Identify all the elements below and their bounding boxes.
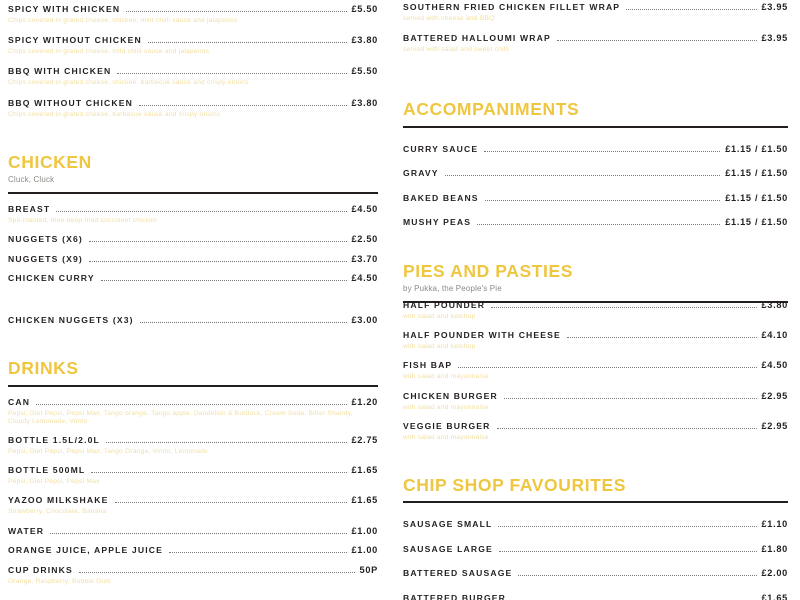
menu-item-price: £3.80 bbox=[761, 299, 788, 310]
menu-item[interactable] bbox=[403, 193, 788, 204]
menu-item-name: BBQ WITHOUT CHICKEN bbox=[8, 97, 133, 108]
menu-item-price: £1.00 bbox=[351, 545, 378, 556]
leader-dots bbox=[497, 427, 757, 429]
menu-item-price: £4.50 bbox=[351, 273, 378, 284]
menu-item[interactable] bbox=[8, 495, 378, 516]
menu-item-description: Chips covered in grated cheese, chicken, mild chilli sauce and jalapenos bbox=[8, 17, 238, 24]
menu-item[interactable] bbox=[403, 593, 788, 600]
menu-item-line bbox=[8, 204, 378, 215]
menu-item-line bbox=[403, 421, 788, 432]
leader-dots bbox=[477, 223, 720, 225]
menu-item-description: Strawberry, Chocolate, Banana bbox=[8, 508, 107, 516]
menu-item[interactable] bbox=[403, 391, 788, 412]
menu-item[interactable] bbox=[403, 568, 788, 579]
menu-item[interactable] bbox=[403, 33, 788, 54]
menu-item-description: with salad and mayonnaise bbox=[403, 433, 489, 441]
menu-item[interactable] bbox=[403, 421, 788, 442]
menu-item-name: GRAVY bbox=[403, 168, 439, 179]
leader-dots bbox=[504, 397, 757, 399]
menu-item-name: SAUSAGE SMALL bbox=[403, 519, 493, 530]
menu-item-price: £2.95 bbox=[761, 420, 788, 431]
menu-item-name: CUP DRINKS bbox=[8, 564, 73, 575]
menu-item-description: Pepsi, Diet Pepsi, Pepsi Max bbox=[8, 478, 100, 486]
menu-item[interactable] bbox=[8, 465, 378, 486]
menu-item[interactable] bbox=[8, 315, 378, 326]
menu-item-price: £1.15 / £1.50 bbox=[725, 217, 788, 228]
menu-item-price: £1.10 bbox=[761, 519, 788, 530]
leader-dots bbox=[139, 104, 347, 106]
menu-item[interactable] bbox=[8, 234, 378, 245]
menu-item-line bbox=[8, 98, 378, 109]
menu-item-line bbox=[8, 435, 378, 446]
menu-item-line bbox=[8, 495, 378, 506]
menu-item[interactable] bbox=[8, 204, 378, 225]
menu-item-price: £3.70 bbox=[351, 253, 378, 264]
menu-item[interactable] bbox=[403, 544, 788, 555]
leader-dots bbox=[101, 279, 347, 281]
leader-dots bbox=[518, 574, 756, 576]
menu-item[interactable] bbox=[8, 565, 378, 586]
menu-item-name: NUGGETS (X6) bbox=[8, 234, 83, 245]
menu-item[interactable] bbox=[8, 35, 378, 56]
menu-item-name: HALF POUNDER bbox=[403, 299, 486, 310]
menu-item-line bbox=[403, 568, 788, 579]
section-divider bbox=[8, 192, 378, 194]
menu-item[interactable] bbox=[8, 4, 378, 25]
section-divider bbox=[403, 126, 788, 128]
menu-item-name: HALF POUNDER WITH CHEESE bbox=[403, 330, 561, 341]
leader-dots bbox=[445, 174, 721, 176]
menu-item-line bbox=[403, 300, 788, 311]
spacer bbox=[403, 442, 788, 476]
menu-item-name: SAUSAGE LARGE bbox=[403, 543, 493, 554]
menu-item-name: BATTERED SAUSAGE bbox=[403, 568, 513, 579]
menu-item[interactable] bbox=[8, 435, 378, 456]
section-title: DRINKS bbox=[8, 358, 79, 379]
menu-item-price: £1.20 bbox=[351, 396, 378, 407]
menu-item-line bbox=[8, 35, 378, 46]
leader-dots bbox=[115, 501, 347, 503]
section-pies-and-pasties bbox=[403, 262, 788, 442]
menu-item[interactable] bbox=[403, 300, 788, 321]
menu-item-name: ORANGE JUICE, APPLE JUICE bbox=[8, 545, 163, 556]
leader-dots bbox=[169, 551, 347, 553]
menu-item-price: £1.00 bbox=[351, 525, 378, 536]
leader-dots bbox=[567, 336, 757, 338]
menu-item-description: Pepsi, Diet Pepsi, Pepsi Max, Tango orange, Tango apple, Dandelion & Burdock, Cream Soda, Bitter Shandy, Cloudy Lemonade, Vimto bbox=[8, 409, 353, 425]
menu-item[interactable] bbox=[8, 98, 378, 119]
leader-dots bbox=[89, 240, 347, 242]
menu-item-price: £3.95 bbox=[761, 2, 788, 12]
menu-item-line bbox=[403, 330, 788, 341]
menu-item-name: BOTTLE 500ML bbox=[8, 465, 86, 476]
menu-item-price: £3.80 bbox=[351, 97, 378, 108]
spacer bbox=[8, 284, 378, 306]
section-title: CHICKEN bbox=[8, 151, 92, 172]
section-loaded-chips-continued bbox=[8, 4, 378, 119]
menu-item-description: served with cheese and BBQ bbox=[403, 15, 495, 22]
leader-dots bbox=[36, 403, 346, 405]
leader-dots bbox=[485, 199, 721, 201]
menu-item[interactable] bbox=[403, 168, 788, 179]
leader-dots bbox=[126, 10, 346, 12]
section-chicken bbox=[8, 153, 378, 325]
leader-dots bbox=[499, 550, 757, 552]
menu-item-line bbox=[8, 66, 378, 77]
menu-item-line bbox=[403, 593, 788, 600]
section-title: CHIP SHOP FAVOURITES bbox=[403, 474, 627, 495]
menu-item[interactable] bbox=[8, 545, 378, 556]
menu-item-name: FISH BAP bbox=[403, 360, 453, 371]
menu-item-price: £5.50 bbox=[351, 66, 378, 77]
menu-item-price: £1.65 bbox=[351, 495, 378, 506]
menu-item-line bbox=[8, 565, 378, 576]
menu-item-price: £4.50 bbox=[351, 203, 378, 214]
menu-item-description: with salad and mayonnaise bbox=[403, 373, 489, 381]
menu-item-name: SOUTHERN FRIED CHICKEN FILLET WRAP bbox=[403, 2, 621, 12]
menu-item-description: served with salad and sweet chilli bbox=[403, 46, 509, 54]
menu-item-price: £1.15 / £1.50 bbox=[725, 168, 788, 179]
menu-item-name: BOTTLE 1.5L/2.0L bbox=[8, 434, 100, 445]
spacer bbox=[403, 228, 788, 262]
menu-item-line bbox=[403, 391, 788, 402]
leader-dots bbox=[140, 321, 347, 323]
menu-item-name: BAKED BEANS bbox=[403, 192, 479, 203]
menu-item-name: CAN bbox=[8, 396, 31, 407]
menu-item-name: BATTERED HALLOUMI WRAP bbox=[403, 33, 551, 44]
spacer bbox=[8, 325, 378, 359]
section-drinks bbox=[8, 359, 378, 586]
menu-item-name: BATTERED BURGER bbox=[403, 592, 507, 600]
menu-item-price: £3.00 bbox=[351, 314, 378, 325]
menu-item[interactable] bbox=[8, 397, 378, 426]
menu-item-name: CURRY SAUCE bbox=[403, 143, 479, 154]
menu-item-description: Chips covered in grated cheese, chicken, barbecue sauce and crispy onions bbox=[8, 79, 249, 87]
menu-item[interactable] bbox=[403, 360, 788, 381]
menu-item[interactable] bbox=[8, 254, 378, 265]
section-subtitle: by Pukka, the People's Pie bbox=[403, 284, 502, 294]
menu-item-price: £4.10 bbox=[761, 330, 788, 341]
menu-item-price: £2.95 bbox=[761, 390, 788, 401]
menu-item-line bbox=[403, 33, 788, 44]
menu-item-description: Pepsi, Diet Pepsi, Pepsi Max, Tango Orange, Vimto, Lemonade bbox=[8, 447, 208, 455]
menu-item-line bbox=[8, 4, 378, 15]
menu-item-line bbox=[403, 544, 788, 555]
menu-item-name: SPICY WITHOUT CHICKEN bbox=[8, 35, 142, 46]
leader-dots bbox=[91, 471, 346, 473]
menu-item-line bbox=[8, 465, 378, 476]
menu-item-line bbox=[403, 193, 788, 204]
menu-item-name: YAZOO MILKSHAKE bbox=[8, 495, 109, 506]
menu-item-description: with salad and ketchup bbox=[403, 343, 476, 351]
menu-item-line bbox=[8, 234, 378, 245]
menu-item-name: CHICKEN CURRY bbox=[8, 273, 95, 284]
menu-item-line bbox=[8, 273, 378, 284]
menu-item-line bbox=[403, 360, 788, 371]
menu-item-price: £3.80 bbox=[351, 35, 378, 46]
section-wraps-continued bbox=[403, 0, 788, 54]
menu-item-line bbox=[403, 217, 788, 228]
menu-item[interactable] bbox=[8, 66, 378, 87]
menu-item-price: £4.50 bbox=[761, 360, 788, 371]
leader-dots bbox=[106, 441, 347, 443]
menu-item-name: VEGGIE BURGER bbox=[403, 420, 491, 431]
menu-item[interactable] bbox=[8, 273, 378, 284]
leader-dots bbox=[626, 8, 756, 10]
menu-item-description: Chips covered in grated cheese, mild chilli sauce and jalapenos bbox=[8, 48, 210, 56]
menu-item-line bbox=[8, 526, 378, 537]
section-chip-shop-favourites bbox=[403, 476, 788, 600]
leader-dots bbox=[557, 39, 757, 41]
menu-item-line bbox=[403, 168, 788, 179]
leader-dots bbox=[79, 571, 355, 573]
leader-dots bbox=[89, 260, 347, 262]
menu-item-price: £1.15 / £1.50 bbox=[725, 192, 788, 203]
menu-item[interactable] bbox=[403, 330, 788, 351]
leader-dots bbox=[491, 306, 756, 308]
menu-item-price: £3.95 bbox=[761, 33, 788, 44]
leader-dots bbox=[458, 366, 756, 368]
menu-item-price: £1.65 bbox=[761, 592, 788, 600]
menu-item-line bbox=[8, 545, 378, 556]
menu-item-name: MUSHY PEAS bbox=[403, 217, 472, 228]
menu-item-line bbox=[403, 144, 788, 155]
menu-item-price: £1.80 bbox=[761, 543, 788, 554]
section-title: ACCOMPANIMENTS bbox=[403, 99, 580, 120]
section-subtitle: Cluck, Cluck bbox=[8, 175, 55, 185]
section-title: PIES AND PASTIES bbox=[403, 260, 574, 281]
menu-item-price: £5.50 bbox=[351, 4, 378, 14]
menu-item-description: Chips covered in grated cheese, barbecue sauce and crispy onions bbox=[8, 110, 221, 118]
leader-dots bbox=[56, 210, 346, 212]
leader-dots bbox=[484, 150, 720, 152]
menu-item-line bbox=[8, 315, 378, 326]
menu-column-right bbox=[400, 0, 800, 600]
section-divider bbox=[8, 385, 378, 387]
menu-item-line bbox=[8, 254, 378, 265]
menu-item-name: BREAST bbox=[8, 203, 51, 214]
menu-item-name: NUGGETS (X9) bbox=[8, 253, 83, 264]
spacer bbox=[8, 119, 378, 153]
menu-item-name: WATER bbox=[8, 525, 45, 536]
menu-item-price: £1.65 bbox=[351, 465, 378, 476]
section-accompaniments bbox=[403, 100, 788, 227]
menu-item[interactable] bbox=[8, 526, 378, 537]
menu-item-line bbox=[403, 2, 788, 13]
menu-item-price: £2.75 bbox=[351, 434, 378, 445]
menu-item-description: Spit-roasted, then deep fried succulent chicken bbox=[8, 216, 157, 224]
menu-item-name: BBQ WITH CHICKEN bbox=[8, 66, 112, 77]
leader-dots bbox=[117, 72, 346, 74]
menu-item-line bbox=[403, 519, 788, 530]
menu-item-name: CHICKEN NUGGETS (X3) bbox=[8, 314, 134, 325]
menu-item-name: CHICKEN BURGER bbox=[403, 390, 498, 401]
menu-item-price: 50P bbox=[359, 564, 378, 575]
menu-item[interactable] bbox=[403, 144, 788, 155]
leader-dots bbox=[50, 532, 346, 534]
menu-item-description: Orange, Raspberry, Bubble Gum bbox=[8, 577, 112, 585]
menu-item[interactable] bbox=[403, 2, 788, 23]
menu-item-price: £1.15 / £1.50 bbox=[725, 143, 788, 154]
leader-dots bbox=[148, 41, 347, 43]
menu-item-price: £2.50 bbox=[351, 234, 378, 245]
spacer bbox=[403, 54, 788, 100]
menu-item-description: with salad and ketchup bbox=[403, 312, 476, 320]
menu-item-description: with salad and mayonnaise bbox=[403, 403, 489, 411]
menu-item[interactable] bbox=[403, 519, 788, 530]
menu-item-line bbox=[8, 397, 378, 408]
menu-item-name: SPICY WITH CHICKEN bbox=[8, 4, 121, 14]
menu-item[interactable] bbox=[403, 217, 788, 228]
menu-item-price: £2.00 bbox=[761, 568, 788, 579]
leader-dots bbox=[498, 525, 756, 527]
section-divider bbox=[403, 501, 788, 503]
